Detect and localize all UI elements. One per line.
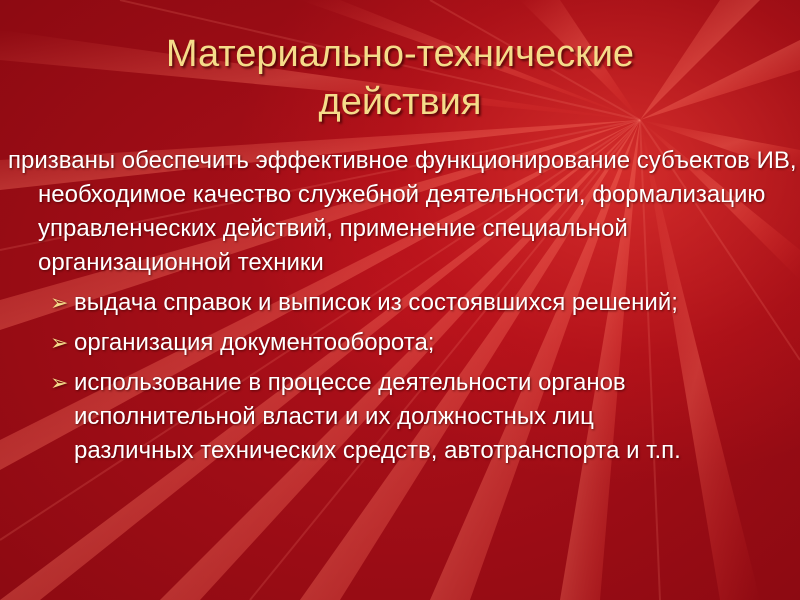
slide-title: [0, 30, 800, 126]
arrow-bullet-icon: ➢: [50, 370, 69, 395]
bullet-item: [8, 366, 714, 468]
bullet-text: использование в процессе деятельности органов исполнительной власти и их должностных лиц различных технических средств, автотранспорта и т.п.: [74, 369, 681, 464]
bullet-item: [8, 326, 714, 360]
lead-paragraph: призваны обеспечить эффективное функционирование субъектов ИВ, необходимое качество служебной деятельности, формализацию управленческих действий, применение специальной организационной техники: [8, 147, 797, 276]
arrow-bullet-icon: ➢: [50, 290, 69, 315]
slide-title-line-2: действия: [318, 81, 482, 123]
slide-title-line-1: Материально-технические: [165, 33, 635, 75]
slide-body: [8, 144, 797, 474]
bullet-text: организация документооборота;: [74, 329, 435, 356]
arrow-bullet-icon: ➢: [50, 330, 69, 355]
bullet-item: [8, 286, 714, 320]
bullet-text: выдача справок и выписок из состоявшихся решений;: [74, 289, 678, 316]
bullet-list: [8, 286, 788, 468]
